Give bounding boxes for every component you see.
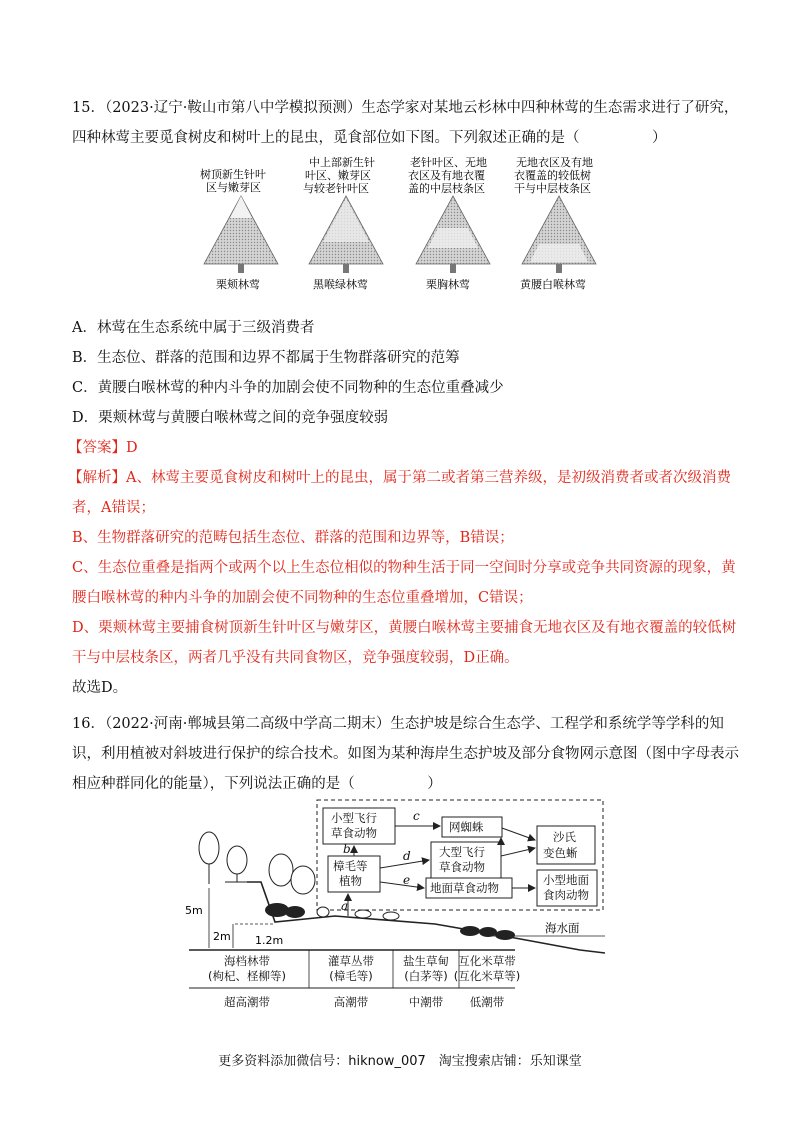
node-spider: 网蜘蛛 xyxy=(449,820,484,834)
tree-1-label-line1: 树顶新生针叶 xyxy=(200,168,266,181)
q16-slope-foodweb-figure xyxy=(185,798,605,1014)
belt-2-zone: 高潮带 xyxy=(333,995,369,1009)
letter-b: b xyxy=(343,842,351,856)
q15-option-d: D．栗颊林莺与黄腰白喉林莺之间的竞争强度较弱 xyxy=(72,410,389,426)
letter-c: c xyxy=(413,809,420,823)
q15-stem-line2: 四种林莺主要觅食树皮和树叶上的昆虫，觅食部位如下图。下列叙述正确的是（ ） xyxy=(72,130,667,146)
tree-1 xyxy=(200,167,278,291)
tree-2-label-line1: 中上部新生针 xyxy=(309,156,375,169)
letter-d: d xyxy=(403,849,411,863)
tree-3-name: 栗胸林莺 xyxy=(426,278,470,291)
tree-2-label-line3: 与较老针叶区 xyxy=(303,182,369,195)
node-plant-line2: 植物 xyxy=(339,874,362,888)
q15-warbler-figure xyxy=(196,148,626,298)
tree-4 xyxy=(514,155,596,291)
belt-4-zone: 低潮带 xyxy=(469,995,505,1009)
letter-a: a xyxy=(341,899,349,913)
belt-1-zone: 超高潮带 xyxy=(224,995,270,1009)
belt-1-veg-line2: (枸杞、柽柳等) xyxy=(208,969,286,983)
q15-analysis-line2: 者，A错误； xyxy=(72,500,155,516)
q15-option-c: C．黄腰白喉林莺的种内斗争的加剧会使不同物种的生态位重叠减少 xyxy=(72,380,504,396)
q15-conclusion: 故选D。 xyxy=(72,680,128,696)
belt-3-veg-line2: (白茅等) xyxy=(404,969,448,983)
q15-analysis-line4: C、生态位重叠是指两个或两个以上生态位相似的物种生活于同一空间时分享或竞争共同资源的现象，黄 xyxy=(72,560,736,576)
node-small-fly-line2: 草食动物 xyxy=(331,826,377,840)
belt-2-veg-line1: 灌草丛带 xyxy=(328,954,374,968)
tree-4-label-line1: 无地衣区及有地 xyxy=(516,156,593,169)
tree-1-name: 栗颊林莺 xyxy=(216,278,260,291)
tree-3-label-line3: 盖的中层枝条区 xyxy=(408,182,485,195)
sea-level-label: 海水面 xyxy=(545,921,580,935)
tree-2-label-line2: 叶区、嫩芽区 xyxy=(305,169,371,182)
node-ground-herbivore: 地面草食动物 xyxy=(430,881,499,895)
tree-1-label-line2: 区与嫩芽区 xyxy=(206,181,261,194)
q15-analysis-line6: D、栗颊林莺主要捕食树顶新生针叶区与嫩芽区，黄腰白喉林莺主要捕食无地衣区及有地衣覆盖的较低树 xyxy=(72,620,737,636)
tree-4-name: 黄腰白喉林莺 xyxy=(520,278,586,291)
belt-4-veg-line1: 互化米草带 xyxy=(458,954,516,968)
belt-1-veg-line1: 海档林带 xyxy=(224,954,270,968)
letter-e: e xyxy=(403,873,411,887)
node-lizard-line2: 变色蜥 xyxy=(543,846,578,860)
node-lizard-line1: 沙氏 xyxy=(553,830,576,844)
q15-option-b: B．生态位、群落的范围和边界不都属于生物群落研究的范筹 xyxy=(72,350,460,366)
tree-3-label-line2: 衣区及有地衣覆 xyxy=(408,169,485,182)
height-2m: 2m xyxy=(213,930,231,943)
q16-stem-line2: 识，利用植被对斜坡进行保护的综合技术。如图为某种海岸生态护坡及部分食物网示意图（图中字母表示 xyxy=(72,746,739,762)
q15-analysis-line1: 【解析】A、林莺主要觅食树皮和树叶上的昆虫，属于第二或者第三营养级，是初级消费者或者次级消费 xyxy=(68,470,731,486)
q15-stem-line1: 15．（2023·辽宁·鞍山市第八中学模拟预测）生态学家对某地云杉林中四种林莺的生态需求进行了研究， xyxy=(72,100,739,116)
belt-2-veg-line2: (樟毛等) xyxy=(329,969,373,983)
node-big-fly-line2: 草食动物 xyxy=(439,860,485,874)
q16-stem-line1: 16．（2022·河南·郸城县第二高级中学高二期末）生态护坡是综合生态学、工程学和系统学等学科的知 xyxy=(72,716,724,732)
belt-3-veg-line1: 盐生草甸 xyxy=(403,954,449,968)
tree-4-label-line2: 衣覆盖的较低树 xyxy=(514,169,591,182)
tree-2-name: 黑喉绿林莺 xyxy=(313,278,368,291)
q16-stem-line3: 相应种群同化的能量），下列说法正确的是（ ） xyxy=(72,776,442,792)
belt-4-veg-line2: (互化米草等) xyxy=(453,969,521,983)
q15-option-a: A．林莺在生态系统中属于三级消费者 xyxy=(72,320,315,336)
page-footer: 更多资料添加微信号：hiknow_007 淘宝搜索店铺：乐知课堂 xyxy=(218,1054,582,1069)
q15-analysis-line7: 干与中层枝条区，两者几乎没有共同食物区，竞争强度较弱，D正确。 xyxy=(72,650,519,666)
height-1-2m: 1.2m xyxy=(255,934,284,947)
tree-4-label-line3: 干与中层枝条区 xyxy=(514,182,591,195)
height-5m: 5m xyxy=(185,904,203,917)
tree-3 xyxy=(408,155,490,291)
tree-2 xyxy=(303,155,383,291)
node-big-fly-line1: 大型飞行 xyxy=(439,845,485,859)
node-ground-carnivore-line2: 食肉动物 xyxy=(543,888,589,902)
q15-analysis-line3: B、生物群落研究的范畴包括生态位、群落的范围和边界等，B错误； xyxy=(72,530,514,546)
node-plant-line1: 樟毛等 xyxy=(333,859,368,873)
q15-answer: 【答案】D xyxy=(68,440,138,456)
node-small-fly-line1: 小型飞行 xyxy=(331,811,377,825)
belt-3-zone: 中潮带 xyxy=(408,995,444,1009)
node-ground-carnivore-line1: 小型地面 xyxy=(543,873,589,887)
q15-analysis-line5: 腰白喉林莺的种内斗争的加剧会使不同物种的生态位重叠增加，C错误； xyxy=(72,590,533,606)
tree-3-label-line1: 老针叶区、无地 xyxy=(410,156,487,169)
